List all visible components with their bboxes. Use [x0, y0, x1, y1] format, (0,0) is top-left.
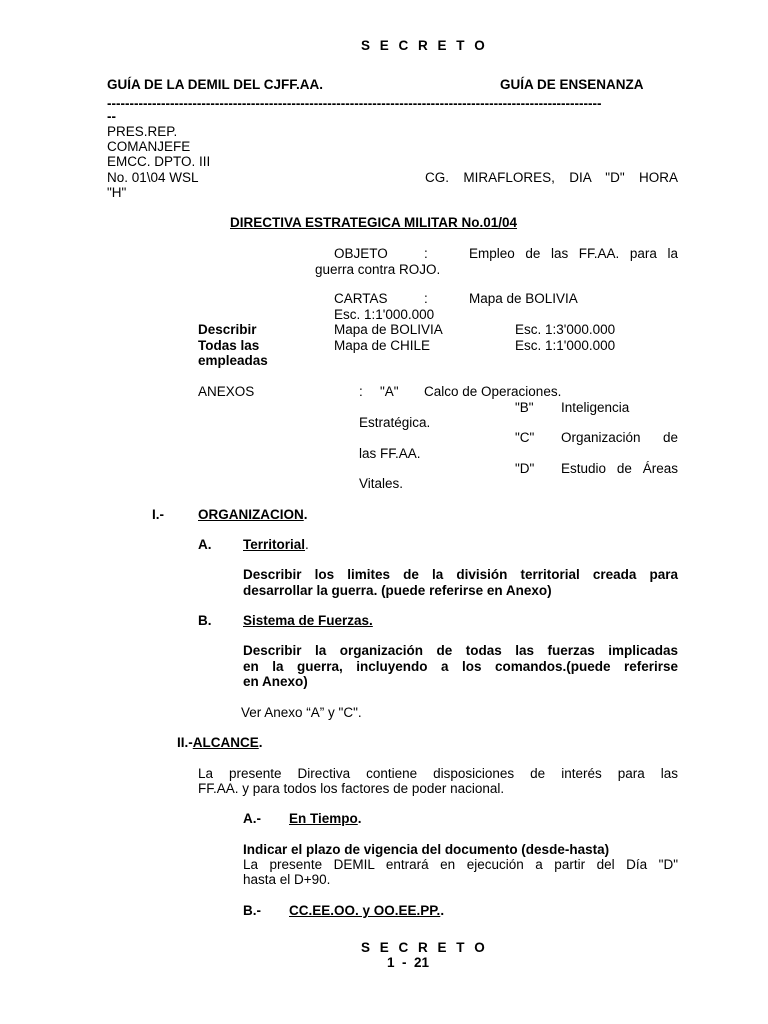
section-1-title: ORGANIZACION [198, 507, 304, 522]
section-2a-text-1: La presente DEMIL entrará en ejecución a partir del Día "D" [243, 857, 678, 872]
see-annex-note: Ver Anexo “A” y "C". [241, 705, 362, 720]
section-1a-heading [243, 537, 309, 552]
section-2a-title: En Tiempo [289, 811, 358, 826]
section-2-title: ALCANCE [192, 735, 259, 750]
section-2-number: II.- [177, 735, 193, 750]
section-1-heading [198, 507, 308, 522]
anexo-d-cont: Vitales. [359, 476, 404, 491]
section-1a-letter: A. [198, 537, 212, 552]
section-1a-title: Territorial [243, 537, 306, 552]
section-1b-letter: B. [198, 613, 212, 628]
section-1b-text-2: en la guerra, incluyendo a los comandos.(puede referirse [243, 659, 678, 674]
section-2a-instruction: Indicar el plazo de vigencia del documento (desde-hasta) [243, 842, 610, 857]
objeto-label: OBJETO [334, 246, 388, 261]
section-2a-heading [289, 811, 362, 826]
section-2-heading [177, 735, 263, 750]
classification-header: S E C R E T O [361, 38, 488, 53]
cartas-scale-2: Esc. 1:3'000.000 [515, 322, 616, 337]
section-2a-letter: A.- [243, 811, 261, 826]
section-1b-text-3: en Anexo) [243, 674, 308, 689]
section-1-number: I.- [152, 507, 164, 522]
section-1b-text-1: Describir la organización de todas las fuerzas implicadas [243, 643, 678, 658]
classification-footer: S E C R E T O [361, 940, 488, 955]
cartas-label: CARTAS [334, 291, 388, 306]
objeto-colon: : [424, 246, 428, 261]
section-1b-title: Sistema de Fuerzas. [243, 613, 373, 628]
cartas-note-3: empleadas [198, 353, 268, 368]
sender-line-2: COMANJEFE [107, 139, 191, 154]
sender-line-5: "H" [107, 185, 127, 200]
anexo-d-key: "D" [515, 461, 535, 476]
anexo-b-cont: Estratégica. [359, 415, 431, 430]
section-2b-title-period: . [440, 903, 445, 918]
cartas-note-1: Describir [198, 322, 257, 337]
section-2-text-1: La presente Directiva contiene disposiciones de interés para las [198, 766, 678, 781]
section-2-title-period: . [258, 735, 263, 750]
section-2a-title-period: . [357, 811, 362, 826]
cartas-colon: : [424, 291, 428, 306]
guide-right-title: GUÍA DE ENSENANZA [500, 77, 644, 92]
section-2-text-2: FF.AA. y para todos los factores de poder nacional. [198, 781, 505, 796]
objeto-text-2: guerra contra ROJO. [315, 262, 441, 277]
anexo-a-key: "A" [380, 384, 399, 399]
dash-separator-tail: -- [107, 109, 116, 124]
page-number: 1 - 21 [387, 955, 430, 970]
cartas-map-2: Mapa de BOLIVIA [334, 322, 443, 337]
section-2b-letter: B.- [243, 903, 261, 918]
place-date-line: CG. MIRAFLORES, DIA "D" HORA [425, 170, 678, 185]
sender-line-4: No. 01\04 WSL [107, 170, 199, 185]
section-2b-title: CC.EE.OO. y OO.EE.PP. [289, 903, 441, 918]
section-2b-heading [289, 903, 444, 918]
anexo-b-key: "B" [515, 400, 534, 415]
anexo-d-text: Estudio de Áreas [561, 461, 678, 476]
sender-line-1: PRES.REP. [107, 124, 178, 139]
cartas-map-1: Mapa de BOLIVIA [469, 291, 578, 306]
anexo-c-key: "C" [515, 430, 535, 445]
cartas-scale-1: Esc. 1:1'000.000 [334, 307, 435, 322]
section-1a-title-period: . [305, 537, 309, 552]
guide-left-title: GUÍA DE LA DEMIL DEL CJFF.AA. [107, 77, 324, 92]
anexo-c-cont: las FF.AA. [359, 446, 421, 461]
anexo-a-text: Calco de Operaciones. [424, 384, 562, 399]
objeto-text-1: Empleo de las FF.AA. para la [469, 246, 678, 261]
section-2a-text-2: hasta el D+90. [243, 872, 331, 887]
section-1-title-period: . [303, 507, 308, 522]
cartas-scale-3: Esc. 1:1'000.000 [515, 338, 616, 353]
dash-separator: -------------------------------------------------------------------------------------------------------------- [107, 96, 602, 111]
anexos-colon: : [359, 384, 363, 399]
anexo-b-text: Inteligencia [561, 400, 630, 415]
anexo-c-text: Organización de [561, 430, 678, 445]
cartas-note-2: Todas las [198, 338, 260, 353]
anexos-label: ANEXOS [198, 384, 255, 399]
section-1a-text-1: Describir los limites de la división territorial creada para [243, 567, 678, 582]
section-1a-text-2: desarrollar la guerra. (puede referirse en Anexo) [243, 583, 552, 598]
sender-line-3: EMCC. DPTO. III [107, 154, 211, 169]
document-title: DIRECTIVA ESTRATEGICA MILITAR No.01/04 [230, 215, 518, 230]
cartas-map-3: Mapa de CHILE [334, 338, 431, 353]
